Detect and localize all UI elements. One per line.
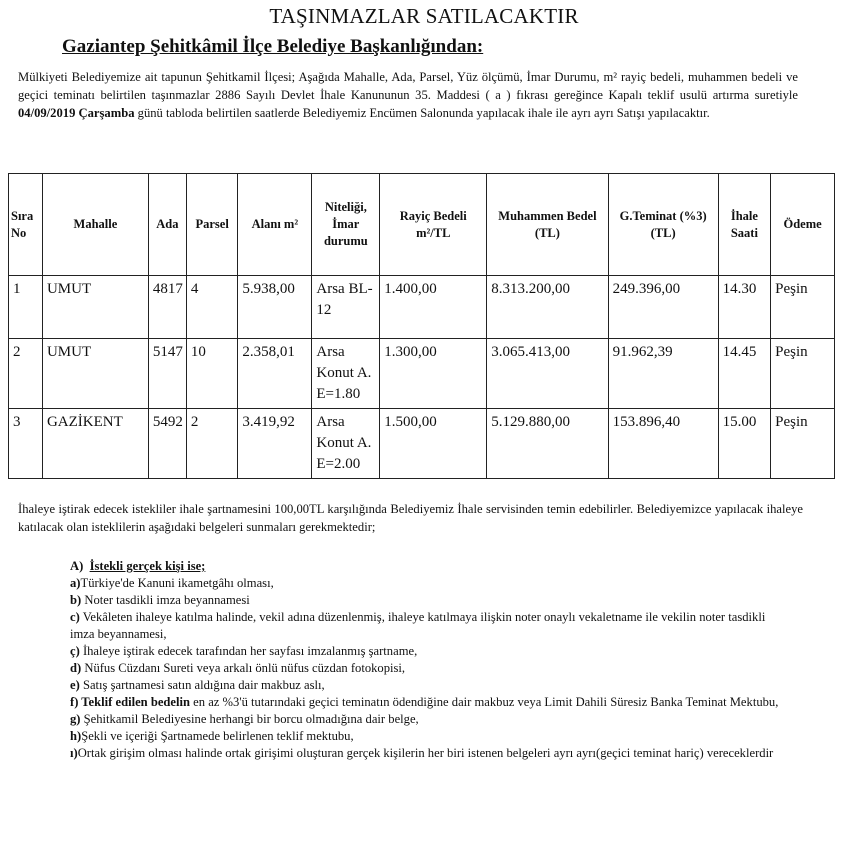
cell-alan: 3.419,92 [238, 409, 312, 479]
item-letter: h) [70, 729, 82, 743]
cell-odeme: Peşin [771, 409, 835, 479]
header-saat: İhale Saati [718, 174, 770, 276]
cell-alan: 2.358,01 [238, 339, 312, 409]
item-letter: g) [70, 712, 81, 726]
cell-muhammen: 5.129.880,00 [487, 409, 608, 479]
cell-mahalle: UMUT [42, 339, 148, 409]
cell-ada: 5147 [148, 339, 186, 409]
table-row [9, 339, 835, 409]
item-letter: f) [70, 695, 79, 709]
header-sira-no: Sıra No [9, 174, 43, 276]
item-text: Vekâleten ihaleye katılma halinde, vekil adına düzenlenmiş, ihaleye katılmaya ilişkin noter onaylı vekaletname ile vekilin noter tasdikli imza beyannamesi, [70, 610, 766, 641]
cell-saat: 15.00 [718, 409, 770, 479]
header-nitelik: Niteliği, İmar durumu [312, 174, 380, 276]
cell-mahalle: UMUT [42, 276, 148, 339]
cell-rayic: 1.500,00 [380, 409, 487, 479]
item-text: İhaleye iştirak edecek tarafından her sayfası imzalanmış şartname, [79, 644, 418, 658]
table-row [9, 409, 835, 479]
table-header-row [9, 174, 835, 276]
item-text: Türkiye'de Kanuni ikametgâhı olması, [80, 576, 274, 590]
auction-date: 04/09/2019 Çarşamba [18, 106, 135, 120]
item-letter: ı) [70, 746, 78, 760]
cell-nitelik: Arsa Konut A. E=2.00 [312, 409, 380, 479]
cell-mahalle: GAZİKENT [42, 409, 148, 479]
item-letter: ç) [70, 644, 80, 658]
list-item [70, 677, 790, 694]
property-table [8, 173, 835, 479]
cell-ada: 5492 [148, 409, 186, 479]
cell-parsel: 4 [186, 276, 237, 339]
intro-text-before: Mülkiyeti Belediyemize ait tapunun Şehitkamil İlçesi; Aşağıda Mahalle, Ada, Parsel, Yüz ölçümü, İmar Durumu, m² rayiç bedeli, muhammen bedeli ve geçici teminatı belirtilen taşınmazlar 2886 Sayılı Devlet İhale Kanununun 35. Maddesi ( a ) fıkrası gereğince Kapalı teklif usulü artırma suretiyle [18, 70, 798, 102]
cell-odeme: Peşin [771, 276, 835, 339]
cell-rayic: 1.300,00 [380, 339, 487, 409]
item-letter: e) [70, 678, 80, 692]
document-subtitle: Gaziantep Şehitkâmil İlçe Belediye Başkanlığından: [62, 36, 484, 57]
item-bold-text: Teklif edilen bedelin [78, 695, 191, 709]
item-letter: d) [70, 661, 82, 675]
item-text: Şekli ve içeriği Şartnamede belirlenen teklif mektubu, [81, 729, 354, 743]
list-item [70, 745, 790, 762]
header-muhammen: Muhammen Bedel (TL) [487, 174, 608, 276]
header-ada: Ada [148, 174, 186, 276]
cell-saat: 14.45 [718, 339, 770, 409]
header-odeme: Ödeme [771, 174, 835, 276]
cell-ada: 4817 [148, 276, 186, 339]
header-parsel: Parsel [186, 174, 237, 276]
document-title: TAŞINMAZLAR SATILACAKTIR [269, 4, 579, 28]
requirements-heading-text: İstekli gerçek kişi ise; [89, 559, 206, 573]
intro-text-after: günü tabloda belirtilen saatlerde Belediyemiz Encümen Salonunda yapılacak ihale ile ayrı ayrı Satışı yapılacaktır. [134, 106, 710, 120]
cell-sira: 2 [9, 339, 43, 409]
header-alan: Alanı m² [238, 174, 312, 276]
cell-saat: 14.30 [718, 276, 770, 339]
cell-alan: 5.938,00 [238, 276, 312, 339]
requirements-heading-prefix: A) [70, 559, 84, 573]
list-item [70, 592, 790, 609]
requirements-list [70, 558, 790, 762]
list-item [70, 660, 790, 677]
cell-rayic: 1.400,00 [380, 276, 487, 339]
cell-parsel: 10 [186, 339, 237, 409]
item-text: en az %3'ü tutarındaki geçici teminatın ödendiğine dair makbuz veya Limit Dahili Süresiz Banka Teminat Mektubu, [190, 695, 779, 709]
cell-muhammen: 8.313.200,00 [487, 276, 608, 339]
cell-teminat: 91.962,39 [608, 339, 718, 409]
cell-nitelik: Arsa Konut A. E=1.80 [312, 339, 380, 409]
item-text: Noter tasdikli imza beyannamesi [81, 593, 250, 607]
requirements-heading [70, 558, 790, 575]
header-rayic: Rayiç Bedeli m²/TL [380, 174, 487, 276]
cell-teminat: 249.396,00 [608, 276, 718, 339]
header-mahalle: Mahalle [42, 174, 148, 276]
list-item [70, 643, 790, 660]
cell-sira: 3 [9, 409, 43, 479]
cell-nitelik: Arsa BL-12 [312, 276, 380, 339]
cell-teminat: 153.896,40 [608, 409, 718, 479]
cell-muhammen: 3.065.413,00 [487, 339, 608, 409]
item-letter: b) [70, 593, 82, 607]
list-item [70, 711, 790, 728]
item-text: Nüfus Cüzdanı Sureti veya arkalı önlü nüfus cüzdan fotokopisi, [81, 661, 406, 675]
post-table-paragraph: İhaleye iştirak edecek istekliler ihale şartnamesini 100,00TL karşılığında Belediyemiz İhale servisinden temin edebilirler. Belediyemizce yapılacak ihaleye katılacak olan isteklilerin aşağıdaki belgeleri sunmaları gerekmektedir; [18, 502, 803, 534]
list-item [70, 609, 790, 643]
cell-odeme: Peşin [771, 339, 835, 409]
table-row [9, 276, 835, 339]
item-text: Şehitkamil Belediyesine herhangi bir borcu olmadığına dair belge, [80, 712, 419, 726]
item-letter: a) [70, 576, 81, 590]
item-text: Ortak girişim olması halinde ortak girişimi oluşturan gerçek kişilerin her biri istenen belgeleri ayrı ayrı(geçici teminat hariç) vereceklerdir [77, 746, 774, 760]
list-item [70, 575, 790, 592]
cell-sira: 1 [9, 276, 43, 339]
item-letter: c) [70, 610, 80, 624]
cell-parsel: 2 [186, 409, 237, 479]
list-item [70, 694, 790, 711]
header-teminat: G.Teminat (%3)(TL) [608, 174, 718, 276]
intro-paragraph [18, 68, 798, 122]
list-item [70, 728, 790, 745]
item-text: Satış şartnamesi satın aldığına dair makbuz aslı, [79, 678, 325, 692]
